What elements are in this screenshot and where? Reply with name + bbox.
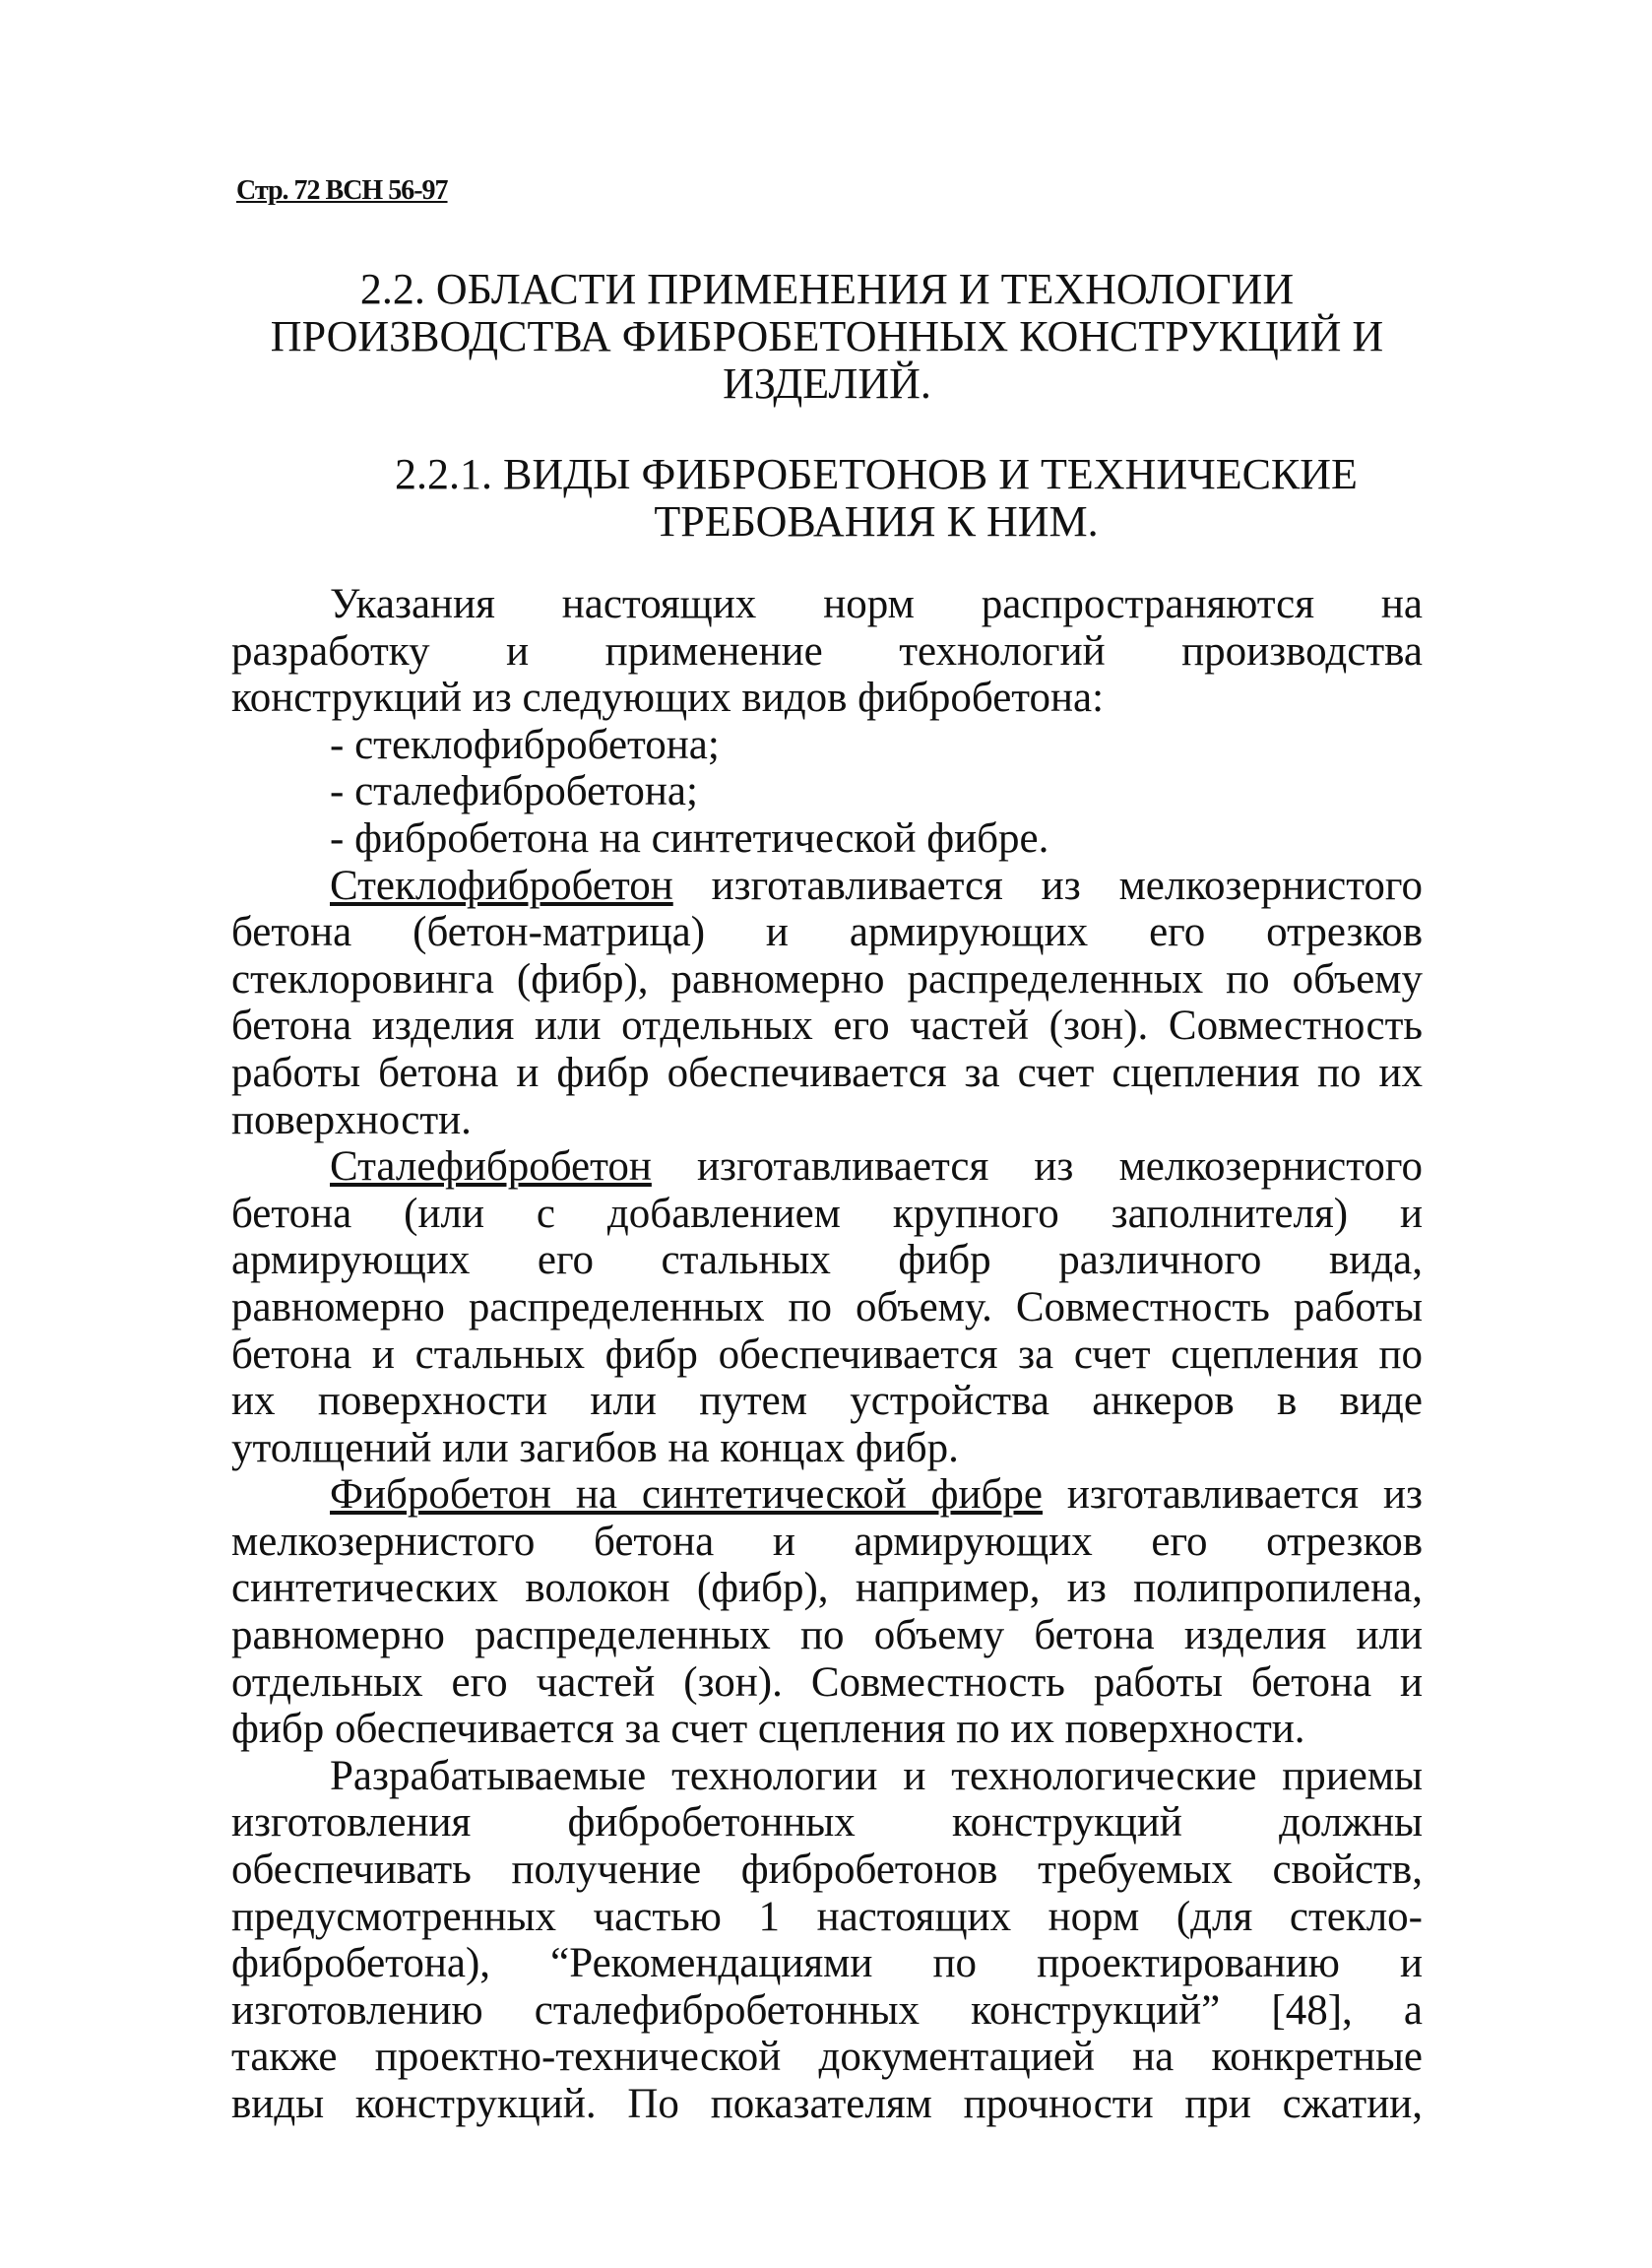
text-line bbox=[231, 1471, 1423, 1519]
text-line: отдельных его частей (зон). Совместность работы бетона и bbox=[231, 1658, 1423, 1706]
section-heading-line: 2.2. ОБЛАСТИ ПРИМЕНЕНИЯ И ТЕХНОЛОГИИ bbox=[359, 265, 1295, 313]
text-line: изготовлению сталефибробетонных конструкций” [48], а bbox=[231, 1986, 1423, 2034]
subsection-heading-line: ТРЕБОВАНИЯ К НИМ. bbox=[654, 497, 1099, 546]
text-line: бетона и стальных фибр обеспечивается за счет сцепления по bbox=[231, 1330, 1423, 1378]
text-fragment: изготавливается из bbox=[1043, 1471, 1423, 1519]
term-synthetic-fiber-concrete: Фибробетон на синтетической фибре bbox=[330, 1471, 1043, 1519]
list-item: - фибробетона на синтетической фибре. bbox=[330, 814, 1049, 862]
text-line: предусмотренных частью 1 настоящих норм (для стекло- bbox=[231, 1893, 1423, 1940]
term-glass-fiber-concrete: Стеклофибробетон bbox=[330, 862, 673, 909]
text-fragment: изготавливается из мелкозернистого bbox=[672, 862, 1423, 909]
section-heading-line: ПРОИЗВОДСТВА ФИБРОБЕТОННЫХ КОНСТРУКЦИЙ И bbox=[270, 312, 1384, 360]
text-line bbox=[231, 1143, 1423, 1191]
list-item: - сталефибробетона; bbox=[330, 768, 698, 815]
term-steel-fiber-concrete: Сталефибробетон bbox=[330, 1143, 652, 1191]
text-line: бетона (бетон-матрица) и армирующих его отрезков bbox=[231, 909, 1423, 956]
text-line: стеклоровинга (фибр), равномерно распределенных по объему bbox=[231, 955, 1423, 1003]
text-line: поверхности. bbox=[231, 1096, 472, 1143]
text-line: Разрабатываемые технологии и технологические приемы bbox=[330, 1752, 1423, 1799]
subsection-heading bbox=[335, 451, 1418, 546]
text-line: конструкций из следующих видов фибробетона: bbox=[231, 675, 1105, 722]
text-line: Указания настоящих норм распространяются на bbox=[330, 581, 1423, 627]
text-line: фибр обеспечивается за счет сцепления по их поверхности. bbox=[231, 1706, 1305, 1753]
text-line: равномерно распределенных по объему бетона изделия или bbox=[231, 1612, 1423, 1659]
text-line bbox=[231, 863, 1423, 910]
body-text bbox=[231, 581, 1423, 2128]
text-line: также проектно-технической документацией на конкретные bbox=[231, 2034, 1423, 2081]
text-line: бетона (или с добавлением крупного заполнителя) и bbox=[231, 1190, 1423, 1237]
intro-paragraph bbox=[231, 581, 1423, 722]
text-line: мелкозернистого бетона и армирующих его отрезков bbox=[231, 1518, 1423, 1565]
synthetic-fiber-paragraph bbox=[231, 1471, 1423, 1753]
glass-fiber-paragraph bbox=[231, 863, 1423, 1144]
text-line: их поверхности или путем устройства анкеров в виде bbox=[231, 1378, 1423, 1425]
text-line: разработку и применение технологий производства bbox=[231, 627, 1423, 675]
text-fragment: изготавливается из мелкозернистого bbox=[651, 1143, 1423, 1191]
text-line: бетона изделия или отдельных его частей (зон). Совместность bbox=[231, 1003, 1423, 1050]
section-heading-line: ИЗДЕЛИЙ. bbox=[723, 359, 931, 408]
subsection-heading-line: 2.2.1. ВИДЫ ФИБРОБЕТОНОВ И ТЕХНИЧЕСКИЕ bbox=[395, 450, 1358, 498]
list-item: - стеклофибробетона; bbox=[330, 721, 720, 768]
text-line: армирующих его стальных фибр различного вида, bbox=[231, 1237, 1423, 1284]
text-line: изготовления фибробетонных конструкций должны bbox=[231, 1799, 1423, 1847]
technology-paragraph bbox=[231, 1753, 1423, 2128]
steel-fiber-paragraph bbox=[231, 1143, 1423, 1471]
text-line: равномерно распределенных по объему. Совместность работы bbox=[231, 1283, 1423, 1330]
section-heading bbox=[231, 266, 1423, 408]
text-line: виды конструкций. По показателям прочности при сжатии, bbox=[231, 2081, 1423, 2127]
text-line: утолщений или загибов на концах фибр. bbox=[231, 1424, 959, 1471]
text-line: фибробетона), “Рекомендациями по проектированию и bbox=[231, 1940, 1423, 1987]
text-line: обеспечивать получение фибробетонов требуемых свойств, bbox=[231, 1847, 1423, 1894]
text-line: работы бетона и фибр обеспечивается за счет сцепления по их bbox=[231, 1049, 1423, 1096]
page-reference: Стр. 72 ВСН 56-97 bbox=[236, 175, 448, 206]
text-line: синтетических волокон (фибр), например, из полипропилена, bbox=[231, 1565, 1423, 1612]
fiber-types-list bbox=[231, 722, 1423, 863]
